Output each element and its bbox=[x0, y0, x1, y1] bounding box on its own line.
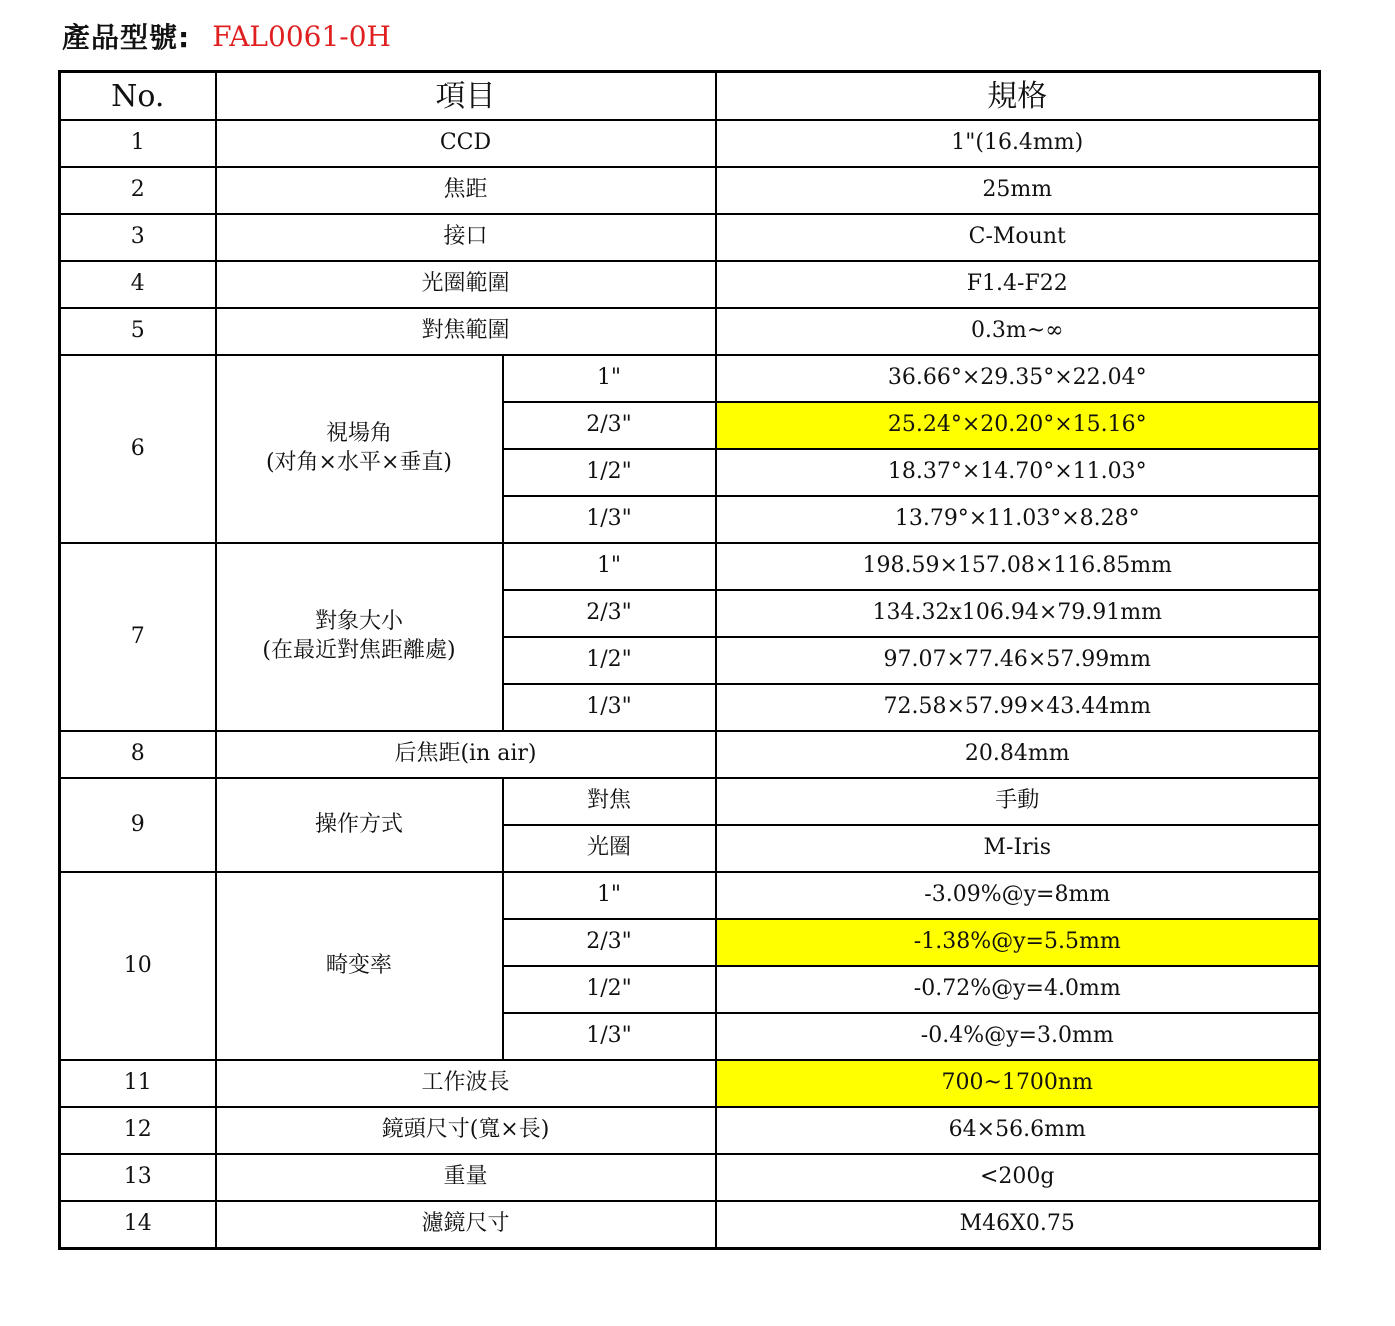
row-spec: 手動 bbox=[716, 778, 1320, 825]
row-sub-size: 1/2" bbox=[503, 449, 716, 496]
row-item: 操作方式 bbox=[216, 778, 503, 872]
row-no: 5 bbox=[60, 308, 216, 355]
row-sub-size: 2/3" bbox=[503, 590, 716, 637]
row-sub-size: 2/3" bbox=[503, 402, 716, 449]
row-item: 接口 bbox=[216, 214, 716, 261]
row-no: 9 bbox=[60, 778, 216, 872]
row-spec: 64×56.6mm bbox=[716, 1107, 1320, 1154]
row-item-line: (对角×水平×垂直) bbox=[265, 450, 453, 475]
row-spec: 72.58×57.99×43.44mm bbox=[716, 684, 1320, 731]
row-no: 7 bbox=[60, 543, 216, 731]
row-no: 12 bbox=[60, 1107, 216, 1154]
row-item: CCD bbox=[216, 120, 716, 167]
row-no: 8 bbox=[60, 731, 216, 778]
row-item: 后焦距(in air) bbox=[216, 731, 716, 778]
page-header bbox=[62, 14, 391, 58]
row-spec: C-Mount bbox=[716, 214, 1320, 261]
row-spec: 18.37°×14.70°×11.03° bbox=[716, 449, 1320, 496]
table-row bbox=[60, 1201, 1320, 1249]
row-item: 重量 bbox=[216, 1154, 716, 1201]
table-header-row bbox=[60, 72, 1320, 121]
row-item-line: 視場角 bbox=[325, 421, 392, 447]
col-header-item: 項目 bbox=[216, 72, 716, 121]
row-spec: F1.4-F22 bbox=[716, 261, 1320, 308]
col-header-no: No. bbox=[60, 72, 216, 121]
row-spec: 25mm bbox=[716, 167, 1320, 214]
row-sub-size: 2/3" bbox=[503, 919, 716, 966]
row-item: 對焦範圍 bbox=[216, 308, 716, 355]
model-number: FAL0061-0H bbox=[212, 19, 391, 53]
row-no: 6 bbox=[60, 355, 216, 543]
row-sub-size: 1" bbox=[503, 872, 716, 919]
row-no: 11 bbox=[60, 1060, 216, 1107]
row-spec: <200g bbox=[716, 1154, 1320, 1201]
table-row bbox=[60, 872, 1320, 919]
row-sub-size: 1/2" bbox=[503, 637, 716, 684]
row-item: 光圈範圍 bbox=[216, 261, 716, 308]
row-item bbox=[216, 543, 503, 731]
table-row bbox=[60, 1060, 1320, 1107]
row-sub-size: 1/2" bbox=[503, 966, 716, 1013]
table-row bbox=[60, 778, 1320, 825]
row-item-line: 對象大小 bbox=[314, 609, 403, 635]
row-no: 1 bbox=[60, 120, 216, 167]
row-item: 鏡頭尺寸(寬×長) bbox=[216, 1107, 716, 1154]
table-row bbox=[60, 355, 1320, 402]
row-sub-size: 1" bbox=[503, 543, 716, 590]
row-sub-size: 1/3" bbox=[503, 496, 716, 543]
table-row bbox=[60, 1107, 1320, 1154]
row-spec: 0.3m~∞ bbox=[716, 308, 1320, 355]
row-item: 焦距 bbox=[216, 167, 716, 214]
row-item bbox=[216, 355, 503, 543]
row-sub-size: 1/3" bbox=[503, 1013, 716, 1060]
row-sub-size: 對焦 bbox=[503, 778, 716, 825]
table-row bbox=[60, 308, 1320, 355]
row-item: 濾鏡尺寸 bbox=[216, 1201, 716, 1249]
row-spec-highlighted: 700~1700nm bbox=[716, 1060, 1320, 1107]
model-label: 產品型號: bbox=[62, 21, 191, 54]
row-spec-highlighted: 25.24°×20.20°×15.16° bbox=[716, 402, 1320, 449]
row-spec: M-Iris bbox=[716, 825, 1320, 872]
table-row bbox=[60, 214, 1320, 261]
row-spec-highlighted: -1.38%@y=5.5mm bbox=[716, 919, 1320, 966]
row-spec: M46X0.75 bbox=[716, 1201, 1320, 1249]
spec-table bbox=[58, 70, 1321, 1250]
row-spec: 20.84mm bbox=[716, 731, 1320, 778]
row-spec: -0.72%@y=4.0mm bbox=[716, 966, 1320, 1013]
row-spec: -0.4%@y=3.0mm bbox=[716, 1013, 1320, 1060]
table-row bbox=[60, 167, 1320, 214]
row-item: 工作波長 bbox=[216, 1060, 716, 1107]
row-spec: 13.79°×11.03°×8.28° bbox=[716, 496, 1320, 543]
row-spec: -3.09%@y=8mm bbox=[716, 872, 1320, 919]
table-row bbox=[60, 1154, 1320, 1201]
row-no: 4 bbox=[60, 261, 216, 308]
row-spec: 198.59×157.08×116.85mm bbox=[716, 543, 1320, 590]
row-sub-size: 1/3" bbox=[503, 684, 716, 731]
row-no: 14 bbox=[60, 1201, 216, 1249]
row-no: 2 bbox=[60, 167, 216, 214]
row-no: 3 bbox=[60, 214, 216, 261]
table-row bbox=[60, 731, 1320, 778]
table-row bbox=[60, 543, 1320, 590]
table-row bbox=[60, 120, 1320, 167]
row-spec: 36.66°×29.35°×22.04° bbox=[716, 355, 1320, 402]
row-sub-size: 光圈 bbox=[503, 825, 716, 872]
table-row bbox=[60, 261, 1320, 308]
row-spec: 97.07×77.46×57.99mm bbox=[716, 637, 1320, 684]
row-item: 畸变率 bbox=[216, 872, 503, 1060]
row-sub-size: 1" bbox=[503, 355, 716, 402]
row-spec: 1"(16.4mm) bbox=[716, 120, 1320, 167]
row-no: 13 bbox=[60, 1154, 216, 1201]
row-no: 10 bbox=[60, 872, 216, 1060]
row-item-line: (在最近對焦距離處) bbox=[262, 638, 456, 663]
row-spec: 134.32x106.94×79.91mm bbox=[716, 590, 1320, 637]
col-header-spec: 規格 bbox=[716, 72, 1320, 121]
